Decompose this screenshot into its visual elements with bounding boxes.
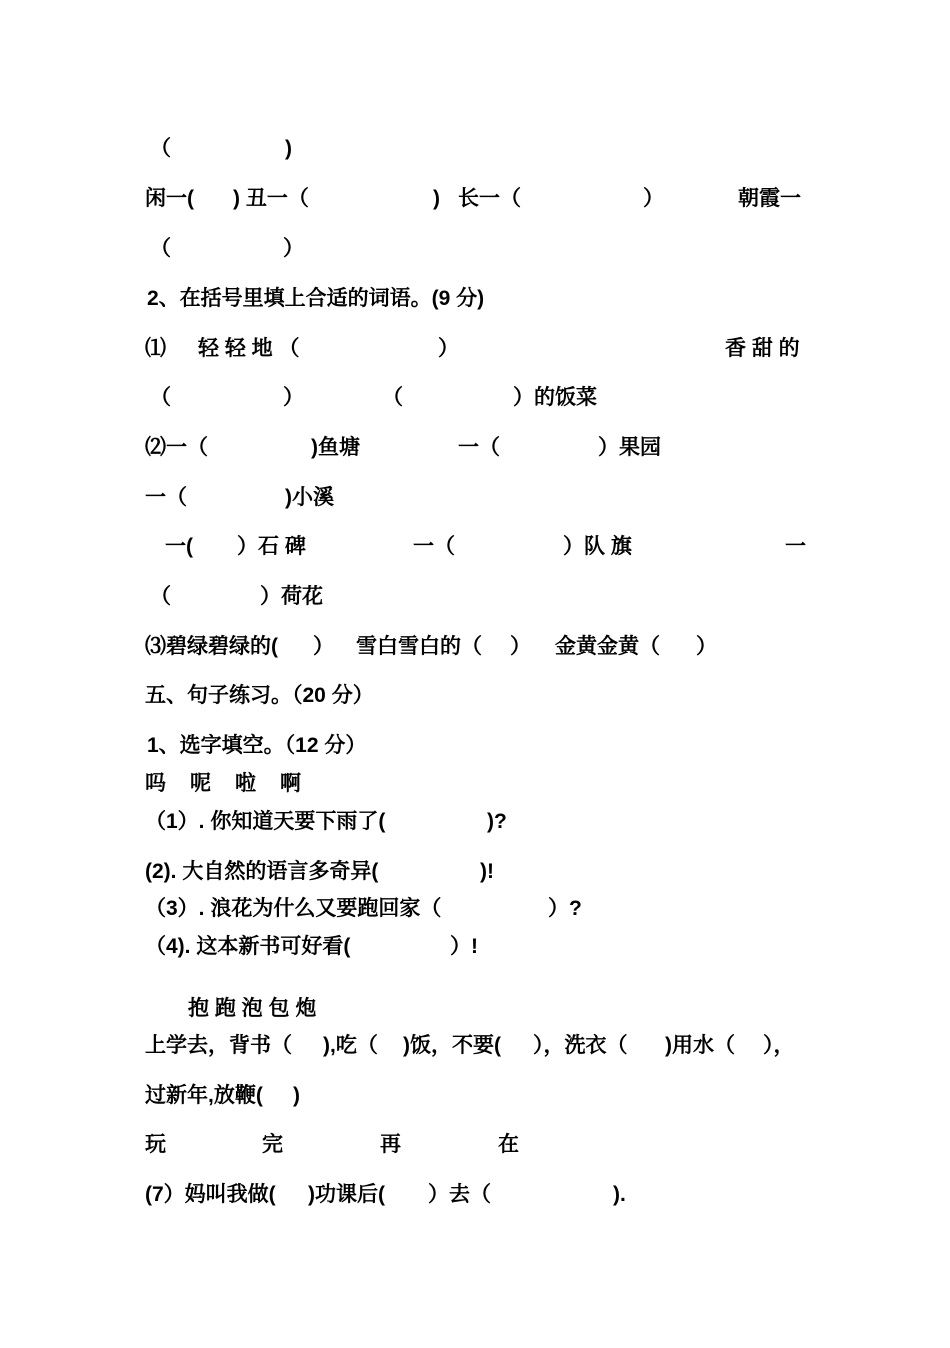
text: ）!	[450, 935, 478, 958]
text: 朝霞一	[738, 187, 801, 210]
text: ),吃（	[323, 1034, 378, 1057]
word-choices	[0, 992, 950, 1026]
text: ）去（	[428, 1183, 491, 1206]
text: 过新年,放鞭(	[145, 1084, 263, 1107]
question-line	[0, 431, 950, 465]
text: 一	[785, 535, 806, 558]
text: 玩	[145, 1133, 166, 1156]
question-line	[0, 332, 950, 366]
question-line	[0, 1029, 950, 1063]
question-line	[0, 1178, 950, 1212]
text: （	[150, 386, 171, 409]
text: )!	[480, 860, 494, 883]
section-heading	[0, 729, 950, 763]
text: ）	[283, 386, 304, 409]
word-choices	[0, 1128, 950, 1162]
question-line	[0, 930, 950, 964]
text: )功课后(	[308, 1183, 385, 1206]
text: )用水（	[665, 1034, 735, 1057]
text: 抱 跑 泡 包 炮	[188, 997, 317, 1020]
text: ）	[696, 635, 717, 658]
text: )	[285, 137, 292, 160]
question-line	[0, 481, 950, 515]
text: ）队 旗	[563, 535, 632, 558]
text: (2). 大自然的语言多奇异(	[145, 860, 379, 883]
text: 金黄金黄（	[555, 635, 660, 658]
section-heading	[0, 282, 950, 316]
text: 闲一(	[145, 187, 194, 210]
question-line	[0, 182, 950, 216]
text: ）果园	[598, 436, 661, 459]
text: ）荷花	[260, 585, 323, 608]
text: ）	[283, 237, 304, 260]
text: (7）妈叫我做(	[145, 1183, 276, 1206]
question-line	[0, 630, 950, 664]
text: ）	[510, 635, 531, 658]
question-line	[0, 1079, 950, 1113]
text: （	[382, 386, 403, 409]
text: 一（	[458, 436, 500, 459]
question-line	[0, 805, 950, 839]
answer-line	[0, 132, 950, 166]
text: ).	[613, 1183, 626, 1206]
text: )小溪	[285, 486, 334, 509]
text: ）	[313, 635, 334, 658]
text: 一（	[145, 486, 187, 509]
text: ）石 碑	[237, 535, 306, 558]
section-heading	[0, 679, 950, 713]
text: ）	[643, 187, 664, 210]
text: ），洗衣（	[533, 1034, 628, 1057]
text: 再	[380, 1133, 401, 1156]
text: 呢	[190, 772, 211, 795]
text: ）的饭菜	[513, 386, 597, 409]
text: )?	[487, 810, 507, 833]
text: 在	[498, 1133, 519, 1156]
text: )	[433, 187, 440, 210]
text: ）	[438, 337, 459, 360]
text: ⑴	[145, 337, 166, 360]
text: 2、在括号里填上合适的词语。(9 分)	[147, 287, 485, 310]
text: 啦	[235, 772, 256, 795]
text: ) 丑一（	[233, 187, 309, 210]
text: ）?	[548, 897, 582, 920]
text: 1、选字填空。（12 分）	[147, 734, 367, 757]
question-line	[0, 892, 950, 926]
text: ⑵一（	[145, 436, 208, 459]
text: )饭，不要(	[403, 1034, 501, 1057]
answer-line	[0, 232, 950, 266]
text: （	[150, 237, 171, 260]
text: （	[150, 137, 171, 160]
text: 吗	[145, 772, 166, 795]
text: 香 甜 的	[725, 337, 800, 360]
text: 雪白雪白的（	[356, 635, 482, 658]
text: 轻 轻 地 （	[198, 337, 300, 360]
text: 长一（	[458, 187, 521, 210]
text: 一（	[413, 535, 455, 558]
question-line	[0, 381, 950, 415]
text: （	[150, 585, 171, 608]
text: 五、句子练习。（20 分）	[145, 684, 374, 707]
text: )	[293, 1084, 300, 1107]
text: （4). 这本新书可好看(	[145, 935, 351, 958]
text: （1）. 你知道天要下雨了(	[145, 810, 386, 833]
text: 啊	[280, 772, 301, 795]
question-line	[0, 530, 950, 564]
word-choices	[0, 767, 950, 801]
text: 完	[262, 1133, 283, 1156]
text: ⑶碧绿碧绿的(	[145, 635, 278, 658]
question-line	[0, 855, 950, 889]
text: （3）. 浪花为什么又要跑回家（	[145, 897, 442, 920]
text: 一(	[165, 535, 193, 558]
text: 上学去，背书（	[145, 1034, 292, 1057]
question-line	[0, 580, 950, 614]
text: ），	[763, 1034, 795, 1057]
text: )鱼塘	[311, 436, 360, 459]
